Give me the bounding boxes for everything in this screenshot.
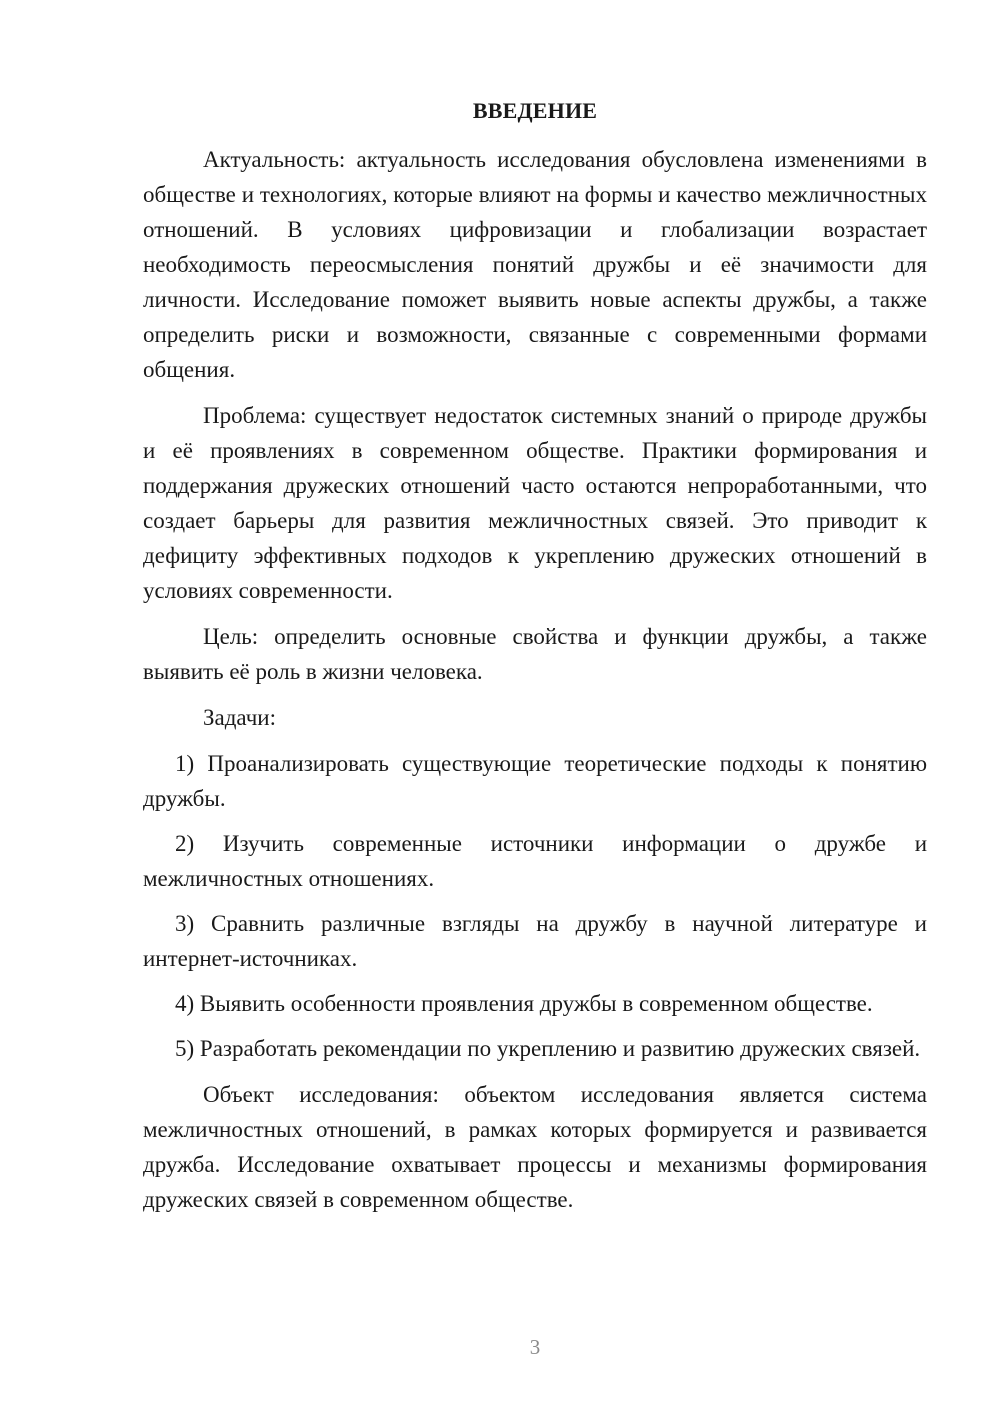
goal-paragraph: Цель: определить основные свойства и функции дружбы, а также выявить её роль в жизни человека. (143, 624, 927, 684)
page-number: 3 (529, 1335, 541, 1359)
tasks-heading: Задачи: (203, 705, 276, 730)
task-item-3: 3) Сравнить различные взгляды на дружбу в научной литературе и интернет-источниках. (143, 911, 927, 971)
task-item-2: 2) Изучить современные источники информации о дружбе и межличностных отношениях. (143, 831, 927, 891)
relevance-paragraph: Актуальность: актуальность исследования обусловлена изменениями в обществе и технологиях, которые влияют на формы и качество межличностных отношений. В условиях цифровизации и глобализации возрастает необходимость переосмысления понятий дружбы и её значимости для личности. Исследование поможет выявить новые аспекты дружбы, а также определить риски и возможности, связанные с современными формами общения. (143, 147, 927, 382)
document-body (143, 142, 927, 1217)
problem-paragraph: Проблема: существует недостаток системных знаний о природе дружбы и её проявлениях в современном обществе. Практики формирования и поддержания дружеских отношений часто остаются непроработанными, что создает барьеры для развития межличностных связей. Это приводит к дефициту эффективных подходов к укреплению дружеских отношений в условиях современности. (143, 403, 927, 603)
task-item-1: 1) Проанализировать существующие теоретические подходы к понятию дружбы. (143, 751, 927, 811)
task-item-5: 5) Разработать рекомендации по укреплению и развитию дружеских связей. (175, 1036, 921, 1061)
tasks-list (143, 746, 927, 1066)
object-paragraph: Объект исследования: объектом исследования является система межличностных отношений, в рамках которых формируется и развивается дружба. Исследование охватывает процессы и механизмы формирования дружеских связей в современном обществе. (143, 1082, 927, 1212)
section-title: ВВЕДЕНИЕ (472, 98, 598, 123)
task-item-4: 4) Выявить особенности проявления дружбы в современном обществе. (175, 991, 873, 1016)
